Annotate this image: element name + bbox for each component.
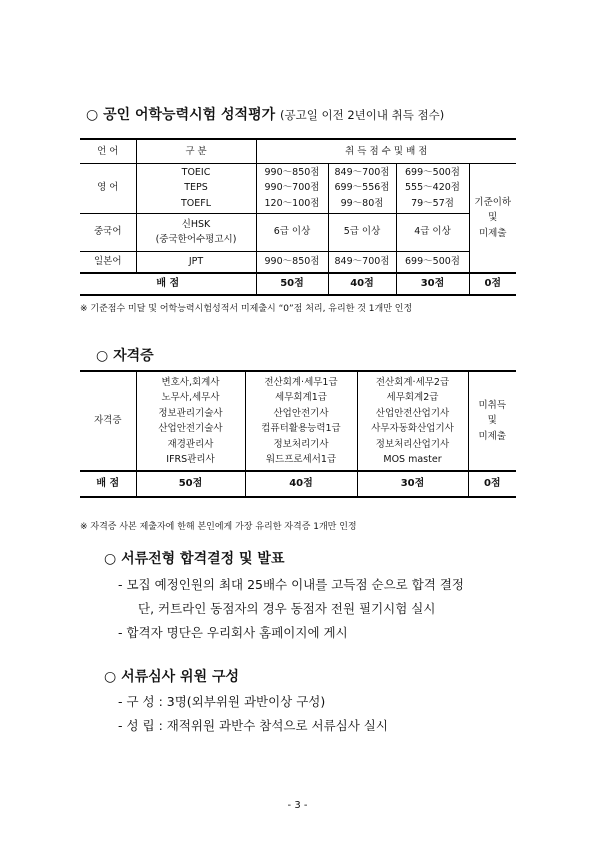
japanese-50-range: 990～850점 [256, 251, 328, 273]
chinese-tests [136, 213, 256, 251]
range-value: 699～500점 [405, 166, 460, 178]
list-item: MOS master [383, 454, 442, 465]
zero-criteria-line: 미제출 [479, 227, 507, 239]
list-item: 산업안전산업기사 [375, 407, 450, 419]
certificate-row-label: 자격증 [80, 371, 136, 471]
test-hsk-desc: (중국한어수평고시) [155, 234, 237, 245]
certificate-score-0: 0점 [468, 471, 516, 497]
score-40: 40점 [328, 273, 396, 295]
language-score-row [80, 273, 516, 295]
list-item: 노무사,세무사 [161, 392, 220, 403]
committee-bullet-2: - 성 립 : 재적위원 과반수 참석으로 서류심사 실시 [118, 718, 388, 733]
certificate-50-list [136, 371, 245, 471]
certificate-score-30: 30점 [357, 471, 468, 497]
list-item: 정보처리기사 [273, 438, 329, 450]
certificate-30-list [357, 371, 468, 471]
list-item: 산업안전기술사 [158, 423, 223, 434]
language-score-table [80, 138, 516, 296]
english-tests [136, 163, 256, 213]
range-value: 990～700점 [264, 182, 320, 194]
zero-criteria-line: 미취득 [478, 399, 507, 411]
score-50: 50점 [256, 273, 328, 295]
list-item: 전산회계·세무2급 [375, 376, 450, 388]
chinese-30-range: 4급 이상 [396, 213, 469, 251]
language-chinese: 중국어 [80, 213, 136, 251]
certificate-score-40: 40점 [245, 471, 357, 497]
list-item: 산업안전기사 [273, 407, 329, 419]
zero-criteria [469, 163, 516, 273]
zero-criteria-line: 기준이하 [474, 196, 512, 208]
section-certificate-title: ○ 자격증 [96, 348, 154, 364]
certificate-score-label: 배 점 [80, 471, 136, 497]
section-language-title-text: ○ 공인 어학능력시험 성적평가 [86, 107, 276, 123]
committee-bullet-1: - 구 성 : 3명(외부위원 과반이상 구성) [118, 694, 326, 709]
list-item: 세무회계2급 [386, 392, 439, 403]
screening-bullet-2: - 합격자 명단은 우리회사 홈페이지에 게시 [118, 625, 348, 640]
table-row [80, 213, 516, 251]
language-japanese: 일본어 [80, 251, 136, 273]
certificate-zero-criteria [468, 371, 516, 471]
zero-criteria-line: 및 [488, 212, 498, 223]
test-hsk: 신HSK [181, 218, 211, 230]
chinese-50-range: 6급 이상 [256, 213, 328, 251]
certificate-score-50: 50점 [136, 471, 245, 497]
range-value: 990～850점 [264, 166, 320, 178]
test-toefl: TOEFL [180, 197, 212, 209]
section-language-title [86, 104, 444, 124]
range-value: 79～57점 [411, 197, 454, 209]
section-committee-title: ○ 서류심사 위원 구성 [104, 669, 240, 685]
list-item: 세무회계1급 [275, 392, 327, 403]
list-item: IFRS관리사 [166, 454, 215, 465]
language-english: 영 어 [80, 163, 136, 213]
certificate-score-table [80, 370, 516, 498]
range-value: 120～100점 [264, 197, 320, 209]
table-row [80, 163, 516, 213]
range-value: 555～420점 [405, 182, 460, 194]
list-item: 사무자동화산업기사 [371, 423, 454, 434]
header-category: 구 분 [136, 139, 256, 163]
english-40-range [328, 163, 396, 213]
range-value: 99～80점 [340, 197, 384, 209]
zero-criteria-line: 및 [487, 415, 497, 427]
test-teps: TEPS [184, 182, 208, 194]
header-scores: 취 득 점 수 및 배 점 [256, 139, 516, 163]
range-value: 699～556점 [334, 182, 390, 194]
certificate-note: ※ 자격증 사본 제출자에 한해 본인에게 가장 유리한 자격증 1개만 인정 [80, 522, 357, 532]
score-0: 0점 [469, 273, 516, 295]
screening-bullet-1-cont: 단, 커트라인 동점자의 경우 동점자 전원 필기시험 실시 [138, 601, 436, 616]
header-language: 언 어 [80, 139, 136, 163]
test-jpt: JPT [136, 251, 256, 273]
table-row [80, 371, 516, 471]
list-item: 변호사,회계사 [161, 376, 220, 388]
list-item: 전산회계·세무1급 [264, 376, 338, 388]
chinese-40-range: 5급 이상 [328, 213, 396, 251]
english-50-range [256, 163, 328, 213]
list-item: 정보관리기술사 [158, 407, 223, 419]
certificate-40-list [245, 371, 357, 471]
certificate-score-row [80, 471, 516, 497]
japanese-40-range: 849～700점 [328, 251, 396, 273]
page-number: - 3 - [287, 800, 308, 811]
zero-criteria-line: 미제출 [478, 430, 507, 442]
score-label: 배 점 [80, 273, 256, 295]
language-table-header-row [80, 139, 516, 163]
screening-bullet-1: - 모집 예정인원의 최대 25배수 이내를 고득점 순으로 합격 결정 [118, 577, 464, 592]
list-item: 컴퓨터활용능력1급 [261, 423, 341, 434]
range-value: 849～700점 [334, 166, 390, 178]
english-30-range [396, 163, 469, 213]
test-toeic: TOEIC [181, 166, 211, 178]
list-item: 정보처리산업기사 [375, 438, 450, 450]
list-item: 재경관리사 [167, 438, 214, 450]
language-note: ※ 기준점수 미달 및 어학능력시험성적서 미제출시 “0”점 처리, 유리한 것 1개만 인정 [80, 304, 413, 314]
table-row [80, 251, 516, 273]
section-screening-title: ○ 서류전형 합격결정 및 발표 [104, 551, 285, 567]
japanese-30-range: 699～500점 [396, 251, 469, 273]
score-30: 30점 [396, 273, 469, 295]
section-language-subtitle: (공고일 이전 2년이내 취득 점수) [280, 108, 445, 122]
list-item: 워드프로세서1급 [265, 454, 337, 465]
